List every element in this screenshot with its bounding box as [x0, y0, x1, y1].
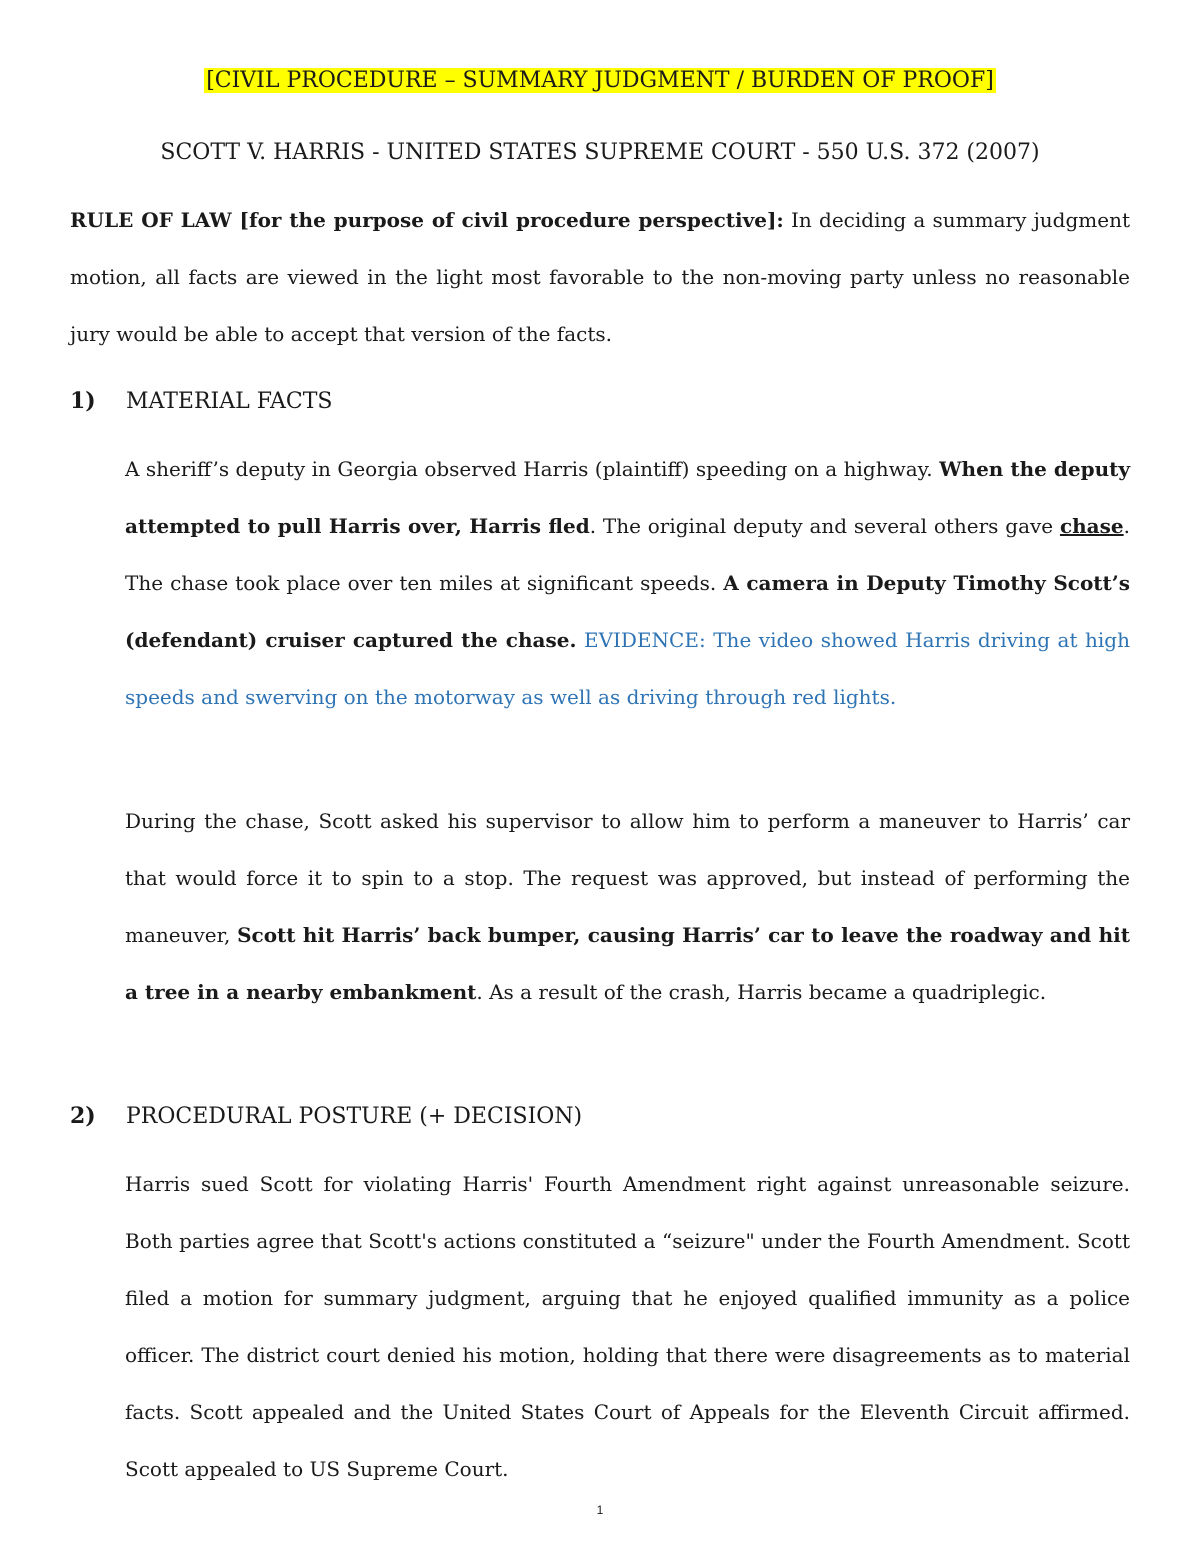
text-run: During the chase, Scott asked his supervisor to allow him to perform a maneuver to Harris’ car that would force it to spin to a stop. The request was approved, but instead of performing the maneuver,: [125, 809, 1130, 947]
section-title: MATERIAL FACTS: [126, 389, 333, 414]
document-title: [0, 62, 1200, 100]
rule-text: In deciding a summary judgment motion, all facts are viewed in the light most favorable to the non-moving party unless no reasonable jury would be able to accept that version of the facts.: [70, 208, 1131, 346]
page-number: 1: [596, 1503, 604, 1517]
bold-text-run: A camera in Deputy Timothy Scott’s (defendant) cruiser captured the chase.: [125, 571, 1130, 652]
case-citation: SCOTT V. HARRIS - UNITED STATES SUPREME COURT - 550 U.S. 372 (2007): [160, 140, 1040, 165]
section-heading-material-facts: [70, 383, 1130, 420]
highlighted-title: [CIVIL PROCEDURE – SUMMARY JUDGMENT / BURDEN OF PROOF]: [206, 68, 994, 93]
material-facts-paragraph-2: [125, 793, 1130, 1021]
material-facts-paragraph-1: [125, 441, 1130, 726]
bold-text-run: Scott hit Harris’ back bumper, causing Harris’ car to leave the roadway and hit a tree in a nearby embankment: [125, 923, 1130, 1004]
text-run: . The original deputy and several others gave: [589, 514, 1060, 538]
bold-text-run: When the deputy attempted to pull Harris over, Harris fled: [125, 457, 1131, 538]
section-number: 1): [70, 388, 96, 414]
underlined-text-run: chase: [1059, 514, 1124, 538]
section-title: PROCEDURAL POSTURE (+ DECISION): [126, 1104, 583, 1129]
section-number: 2): [70, 1103, 96, 1129]
section-heading-procedural-posture: [70, 1098, 1130, 1135]
procedural-posture-paragraph: Harris sued Scott for violating Harris' Fourth Amendment right against unreasonable seizure. Both parties agree that Scott's actions constituted a “seizure" under the Fourth Amendment. Scott filed a motion for summary judgment, arguing that he enjoyed qualified immunity as a police officer. The district court denied his motion, holding that there were disagreements as to material facts. Scott appealed and the United States Court of Appeals for the Eleventh Circuit affirmed. Scott appealed to US Supreme Court.: [125, 1172, 1130, 1481]
rule-of-law: [70, 192, 1130, 363]
evidence-text: EVIDENCE: The video showed Harris driving at high speeds and swerving on the motorway as well as driving through red lights.: [125, 628, 1130, 709]
rule-label: RULE OF LAW [for the purpose of civil procedure perspective]:: [70, 208, 784, 232]
text-run: . The chase took place over ten miles at significant speeds.: [125, 514, 1130, 595]
text-run: A sheriff’s deputy in Georgia observed Harris (plaintiff) speeding on a highway.: [125, 457, 940, 481]
text-run: . As a result of the crash, Harris became a quadriplegic.: [476, 980, 1047, 1004]
